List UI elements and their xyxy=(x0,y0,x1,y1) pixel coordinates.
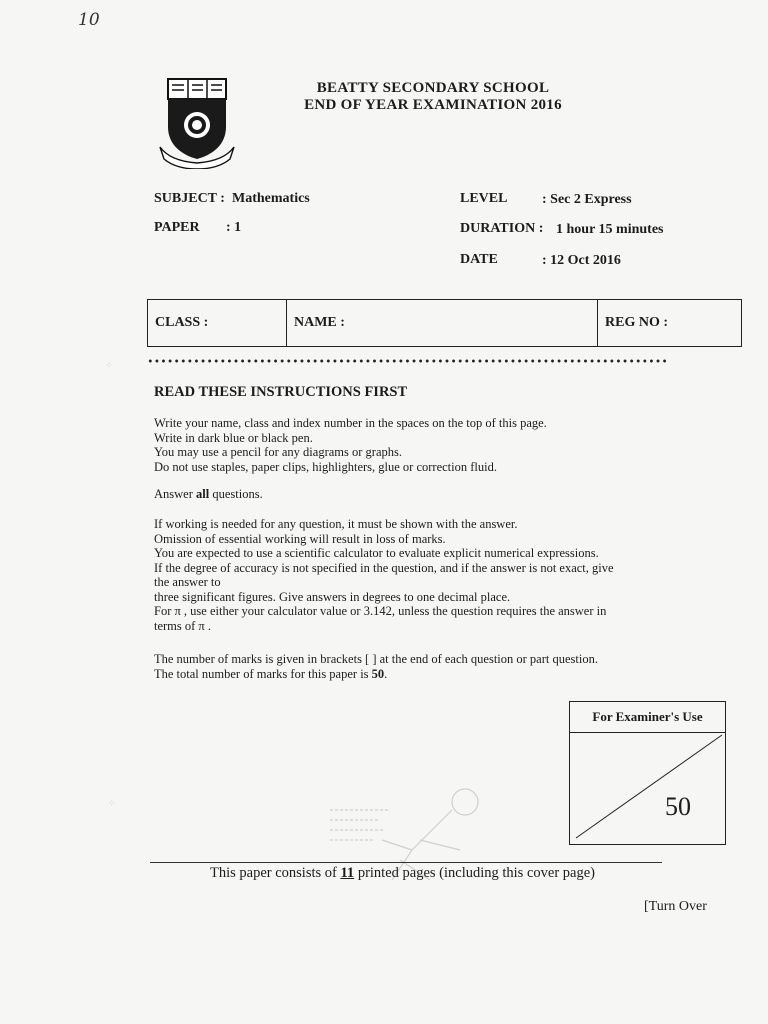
margin-smudge: ⁘ xyxy=(108,798,116,808)
level-value: : Sec 2 Express xyxy=(542,192,632,207)
date-label: DATE xyxy=(460,252,498,267)
duration-value: 1 hour 15 minutes xyxy=(556,222,664,237)
pages-suffix: printed pages (including this cover page) xyxy=(354,865,595,881)
marks-total-bold: 50 xyxy=(371,666,385,681)
instruction-line: For π , use either your calculator value or 3.142, unless the question requires the answer in xyxy=(154,604,607,618)
margin-smudge: ⁘ xyxy=(105,360,113,370)
footer-rule xyxy=(150,862,662,863)
instructions-heading: READ THESE INSTRUCTIONS FIRST xyxy=(154,384,408,400)
handwritten-page-number: 10 xyxy=(78,10,100,30)
school-name: BEATTY SECONDARY SCHOOL xyxy=(316,80,550,96)
instructions-block-1 xyxy=(154,416,654,474)
reg-no-cell[interactable] xyxy=(598,300,742,347)
class-cell[interactable] xyxy=(148,300,287,347)
marks-line-1: The number of marks is given in brackets [ ] at the end of each question or part question. xyxy=(154,652,598,666)
paper-label: PAPER xyxy=(154,220,200,235)
instruction-line: If the degree of accuracy is not specified in the question, and if the answer is not exact, give xyxy=(154,560,614,575)
instruction-line: Write in dark blue or black pen. xyxy=(154,430,313,445)
pages-count: 11 xyxy=(340,865,355,881)
dotted-separator xyxy=(147,358,667,364)
subject-value: Mathematics xyxy=(232,191,310,206)
class-label: CLASS : xyxy=(155,315,209,330)
total-marks: 50 xyxy=(665,792,691,821)
level-label: LEVEL xyxy=(460,191,508,206)
school-header xyxy=(298,80,568,114)
answer-all-line xyxy=(154,487,654,502)
instruction-line: Write your name, class and index number in the spaces on the top of this page. xyxy=(154,416,547,430)
instruction-line: Omission of essential working will result in loss of marks. xyxy=(154,531,446,546)
pages-prefix: This paper consists of xyxy=(210,865,341,881)
exam-title: END OF YEAR EXAMINATION 2016 xyxy=(304,97,562,113)
instruction-line: the answer to xyxy=(154,575,221,589)
answer-bold: all xyxy=(196,487,210,501)
duration-label: DURATION : xyxy=(460,221,544,236)
turn-over-note: [Turn Over xyxy=(644,899,707,914)
instruction-line: If working is needed for any question, it must be shown with the answer. xyxy=(154,517,518,531)
school-crest-logo xyxy=(158,77,236,169)
date-value: : 12 Oct 2016 xyxy=(542,253,621,268)
marks-info xyxy=(154,652,654,681)
name-cell[interactable] xyxy=(287,300,598,347)
instruction-line: You are expected to use a scientific calculator to evaluate explicit numerical expressions. xyxy=(154,546,599,560)
diagonal-line xyxy=(570,733,725,844)
instruction-line: three significant figures. Give answers in degrees to one decimal place. xyxy=(154,589,511,604)
answer-suffix: questions. xyxy=(209,487,263,501)
examiners-use-title: For Examiner's Use xyxy=(570,702,725,733)
answer-prefix: Answer xyxy=(154,487,197,501)
instruction-line: You may use a pencil for any diagrams or graphs. xyxy=(154,445,402,459)
paper-value: : 1 xyxy=(226,220,242,235)
instructions-block-2 xyxy=(154,517,654,633)
instruction-line: terms of π . xyxy=(154,618,211,633)
marks-line-2 xyxy=(154,667,654,682)
subject-label: SUBJECT : xyxy=(154,191,225,206)
reg-no-label: REG NO : xyxy=(605,315,668,330)
instruction-line: Do not use staples, paper clips, highlighters, glue or correction fluid. xyxy=(154,459,497,474)
examiners-use-box xyxy=(569,701,726,845)
name-label: NAME : xyxy=(294,315,345,330)
marks-prefix: The total number of marks for this paper is xyxy=(154,666,372,681)
marks-suffix: . xyxy=(384,666,388,681)
student-info-table xyxy=(147,299,742,347)
page-count-line xyxy=(210,865,595,882)
